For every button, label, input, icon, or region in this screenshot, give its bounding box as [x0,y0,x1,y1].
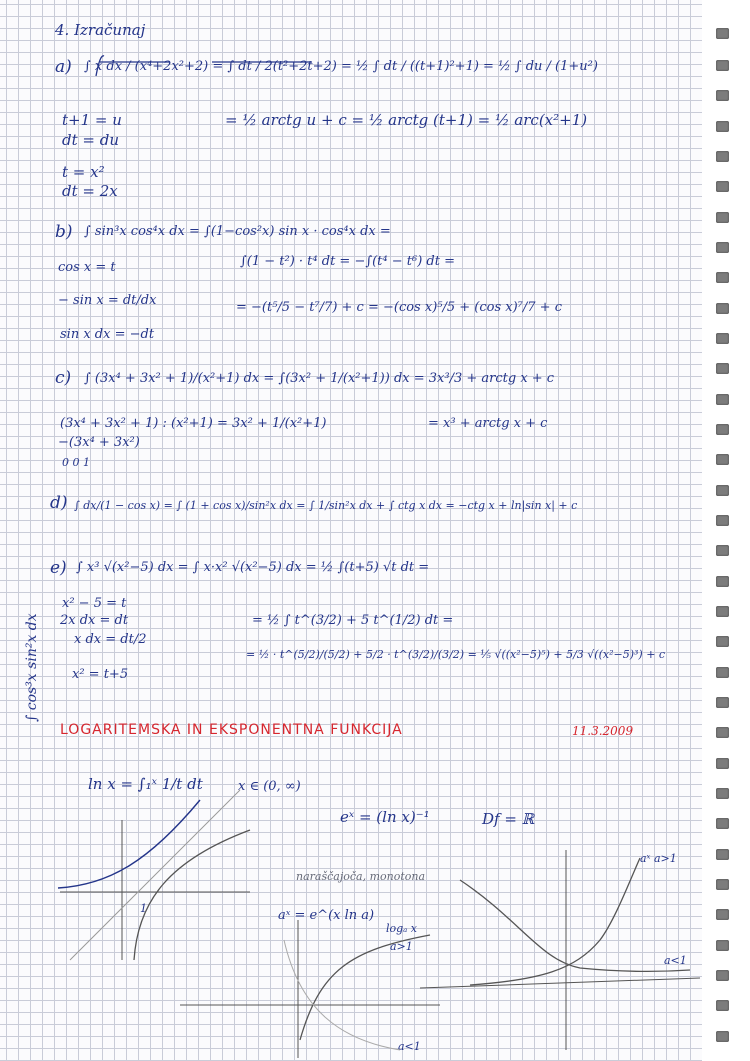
binding-hole [716,697,729,708]
problem-b-line3: = −(t⁵/5 − t⁷/7) + c = −(cos x)⁵/5 + (cos x)⁷/7 + c [236,300,562,315]
ax-gt-1-label: aˣ a>1 [640,852,677,865]
problem-a-line1: ∫ x dx / (x⁴+2x²+2) = ∫ dt / 2(t²+2t+2) = ½ ∫ dt / ((t+1)²+1) = ½ ∫ du / (1+u²) [84,59,598,74]
df-label: Df = ℝ [482,810,535,828]
problem-a-label: a) [55,57,72,77]
binding-hole [716,333,729,344]
problem-d-line1: ∫ dx/(1 − cos x) = ∫ (1 + cos x)/sin²x dx = ∫ 1/sin²x dx + ∫ ctg x dx = −ctg x + ln|sin x| + c [74,499,578,512]
binding-hole [716,970,729,981]
binding-hole [716,394,729,405]
integral-sign [96,56,104,76]
problem-c-label: c) [55,368,72,388]
binding-hole [716,363,729,374]
binding-hole [716,940,729,951]
problem-b-sub3: sin x dx = −dt [60,327,155,342]
problem-a-sub4: dt = 2x [62,182,118,200]
problem-a-result: = ½ arctg u + c = ½ arctg (t+1) = ½ arc(x²+1) [225,111,588,129]
binding-hole [716,1000,729,1011]
problem-b-line2: ∫(1 − t²) · t⁴ dt = −∫(t⁴ − t⁶) dt = [240,254,455,269]
binding-hole [716,576,729,587]
binding-hole [716,879,729,890]
problem-e-line1: ∫ x³ √(x²−5) dx = ∫ x·x² √(x²−5) dx = ½ ∫(t+5) √t dt = [76,560,430,575]
binding-hole [716,212,729,223]
ln-graph [58,790,250,960]
problem-e-line2: = ½ ∫ t^(3/2) + 5 t^(1/2) dt = [252,613,454,628]
growth-curve [470,858,640,985]
binding-hole [716,545,729,556]
exp-cases-graph [420,850,700,1050]
binding-hole [716,818,729,829]
problem-c-line4: −(3x⁴ + 3x²) [58,435,140,450]
diagonal-line [70,790,240,960]
binding-hole [716,515,729,526]
problem-b-sub1: cos x = t [58,260,116,275]
a-lt-1-right: a<1 [664,954,687,967]
problem-b-line1: ∫ sin³x cos⁴x dx = ∫(1−cos²x) sin x · cos⁴x dx = [84,224,391,239]
binding-hole [716,909,729,920]
problem-a-sub2: dt = du [62,131,119,149]
binding-hole [716,849,729,860]
inverse-label: eˣ = (ln x)⁻¹ [340,808,430,826]
problem-c-line2: (3x⁴ + 3x² + 1) : (x²+1) = 3x² + 1/(x²+1) [60,416,327,431]
exp-curve [58,800,200,888]
ln-definition: ln x = ∫₁ˣ 1/t dt [88,775,203,793]
binding-hole [716,1031,729,1042]
section-date: 11.3.2009 [572,724,634,738]
problem-e-label: e) [50,558,67,578]
binding-hole [716,121,729,132]
monotone-note: naraščajoča, monotona [296,870,426,883]
problem-a-sub1: t+1 = u [62,111,122,129]
binding-hole [716,485,729,496]
binding-hole [716,151,729,162]
binding-hole [716,28,729,39]
binding-hole [716,60,729,71]
problem-e-sub4: x² = t+5 [72,667,129,682]
binding-hole [716,758,729,769]
log-label: logₐ x [386,922,418,935]
binding-hole [716,303,729,314]
binding-hole [716,667,729,678]
point-one-label: 1 [140,902,147,915]
decay-curve [460,880,690,971]
problem-b-label: b) [55,222,73,242]
binding-hole [716,181,729,192]
binding-hole [716,727,729,738]
log-curve [300,935,430,1040]
binding-hole [716,242,729,253]
problem-a-sub3: t = x² [62,163,105,181]
binding-hole [716,424,729,435]
problem-c-line3: = x³ + arctg x + c [428,416,548,431]
domain-label: x ∈ (0, ∞) [238,779,301,794]
section-title: LOGARITEMSKA IN EKSPONENTNA FUNKCIJA [60,722,403,738]
binding-hole [716,788,729,799]
spiral-binding [702,0,750,1061]
exp-definition: aˣ = e^(x ln a) [278,908,375,923]
ax-graph [180,920,440,1058]
problem-b-sub2: − sin x = dt/dx [58,293,157,308]
binding-hole [716,90,729,101]
problem-c-line1: ∫ (3x⁴ + 3x² + 1)/(x²+1) dx = ∫(3x² + 1/(x²+1)) dx = 3x³/3 + arctg x + c [84,371,555,386]
x-axis [420,978,700,988]
a-lt-1-bottom: a<1 [398,1040,421,1053]
margin-note: ∫ cos³x sin²x dx [24,613,40,722]
problem-e-sub1: x² − 5 = t [62,596,127,611]
problem-d-label: d) [50,493,68,513]
binding-hole [716,606,729,617]
ink-marks [96,56,312,76]
binding-hole [716,272,729,283]
binding-hole [716,454,729,465]
problem-e-sub3: x dx = dt/2 [74,632,147,647]
task-heading: 4. Izračunaj [55,21,146,39]
problem-e-sub2: 2x dx = dt [60,613,129,628]
log-a-gt-1: a>1 [390,940,413,953]
problem-e-line3: = ½ · t^(5/2)/(5/2) + 5/2 · t^(3/2)/(3/2) = ⅕ √((x²−5)⁵) + 5/3 √((x²−5)³) + c [246,648,666,661]
problem-c-line5: 0 0 1 [62,456,90,469]
binding-hole [716,636,729,647]
